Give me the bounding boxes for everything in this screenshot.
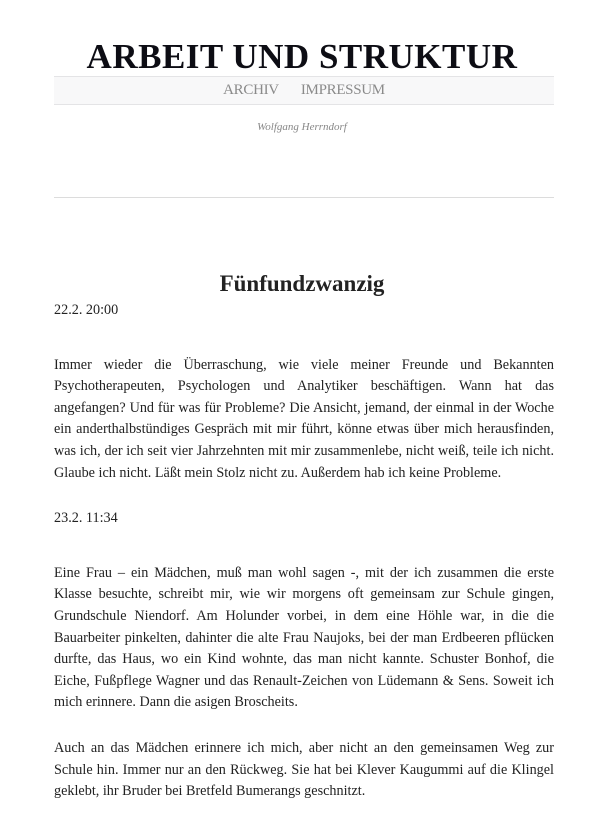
entry-timestamp: 22.2. 20:00	[54, 302, 119, 318]
entry-paragraph: Auch an das Mädchen erinnere ich mich, aber nicht an den gemeinsamen Weg zur Schule hin. Immer nur an den Rückweg. Sie hat bei Klever Kaugummi auf die Klingel geklebt, ihr Bruder bei Bretfeld Bumerangs geschnitzt.	[54, 739, 554, 800]
author-byline: Wolfgang Herrndorf	[257, 121, 347, 133]
header-divider	[54, 197, 554, 198]
entry-paragraph: Immer wieder die Überraschung, wie viele meiner Freunde und Bekannten Psychotherapeuten, Psychologen und Analytiker beschäftigen. Wann hat das angefangen? Und für was für Probleme? Die Ansicht, jemand, der einmal in der Woche ein anderthalbstündiges Gespräch mit mir führt, könne etwas über mich herausfinden, was ich, der ich seit vier Jahrzehnten mit mir zusammenlebe, nicht weiß, teile ich nicht. Glaube ich nicht. Läßt mein Stolz nicht zu. Außerdem hab ich keine Probleme.	[54, 356, 554, 481]
entry-paragraph: Eine Frau – ein Mädchen, muß man wohl sagen -, mit der ich zusammen die erste Klasse besuchte, schreibt mir, wie wir morgens oft gemeinsam zur Schule gingen, Grundschule Niendorf. Am Holunder vorbei, in dem eine Höhle war, in die die Bauarbeiter pinkelten, dahinter die alte Frau Naujoks, bei der man Erdbeeren pflücken durfte, das Haus, wo ein Kind wohnte, das man nicht kannte. Schuster Bonhof, die Eiche, Fußpflege Wagner und das Renault-Zeichen von Lüdemann & Sens. Soweit ich mich erinnere. Dann die asigen Broscheits.	[54, 564, 554, 711]
main-nav	[54, 76, 554, 105]
nav-link-archiv[interactable]: ARCHIV	[223, 82, 279, 98]
post-content	[54, 300, 554, 827]
entry-timestamp: 23.2. 11:34	[54, 510, 118, 527]
site-title[interactable]: ARBEIT UND STRUKTUR	[86, 37, 518, 77]
post-title: Fünfundzwanzig	[219, 271, 385, 297]
nav-link-impressum[interactable]: IMPRESSUM	[300, 82, 385, 98]
